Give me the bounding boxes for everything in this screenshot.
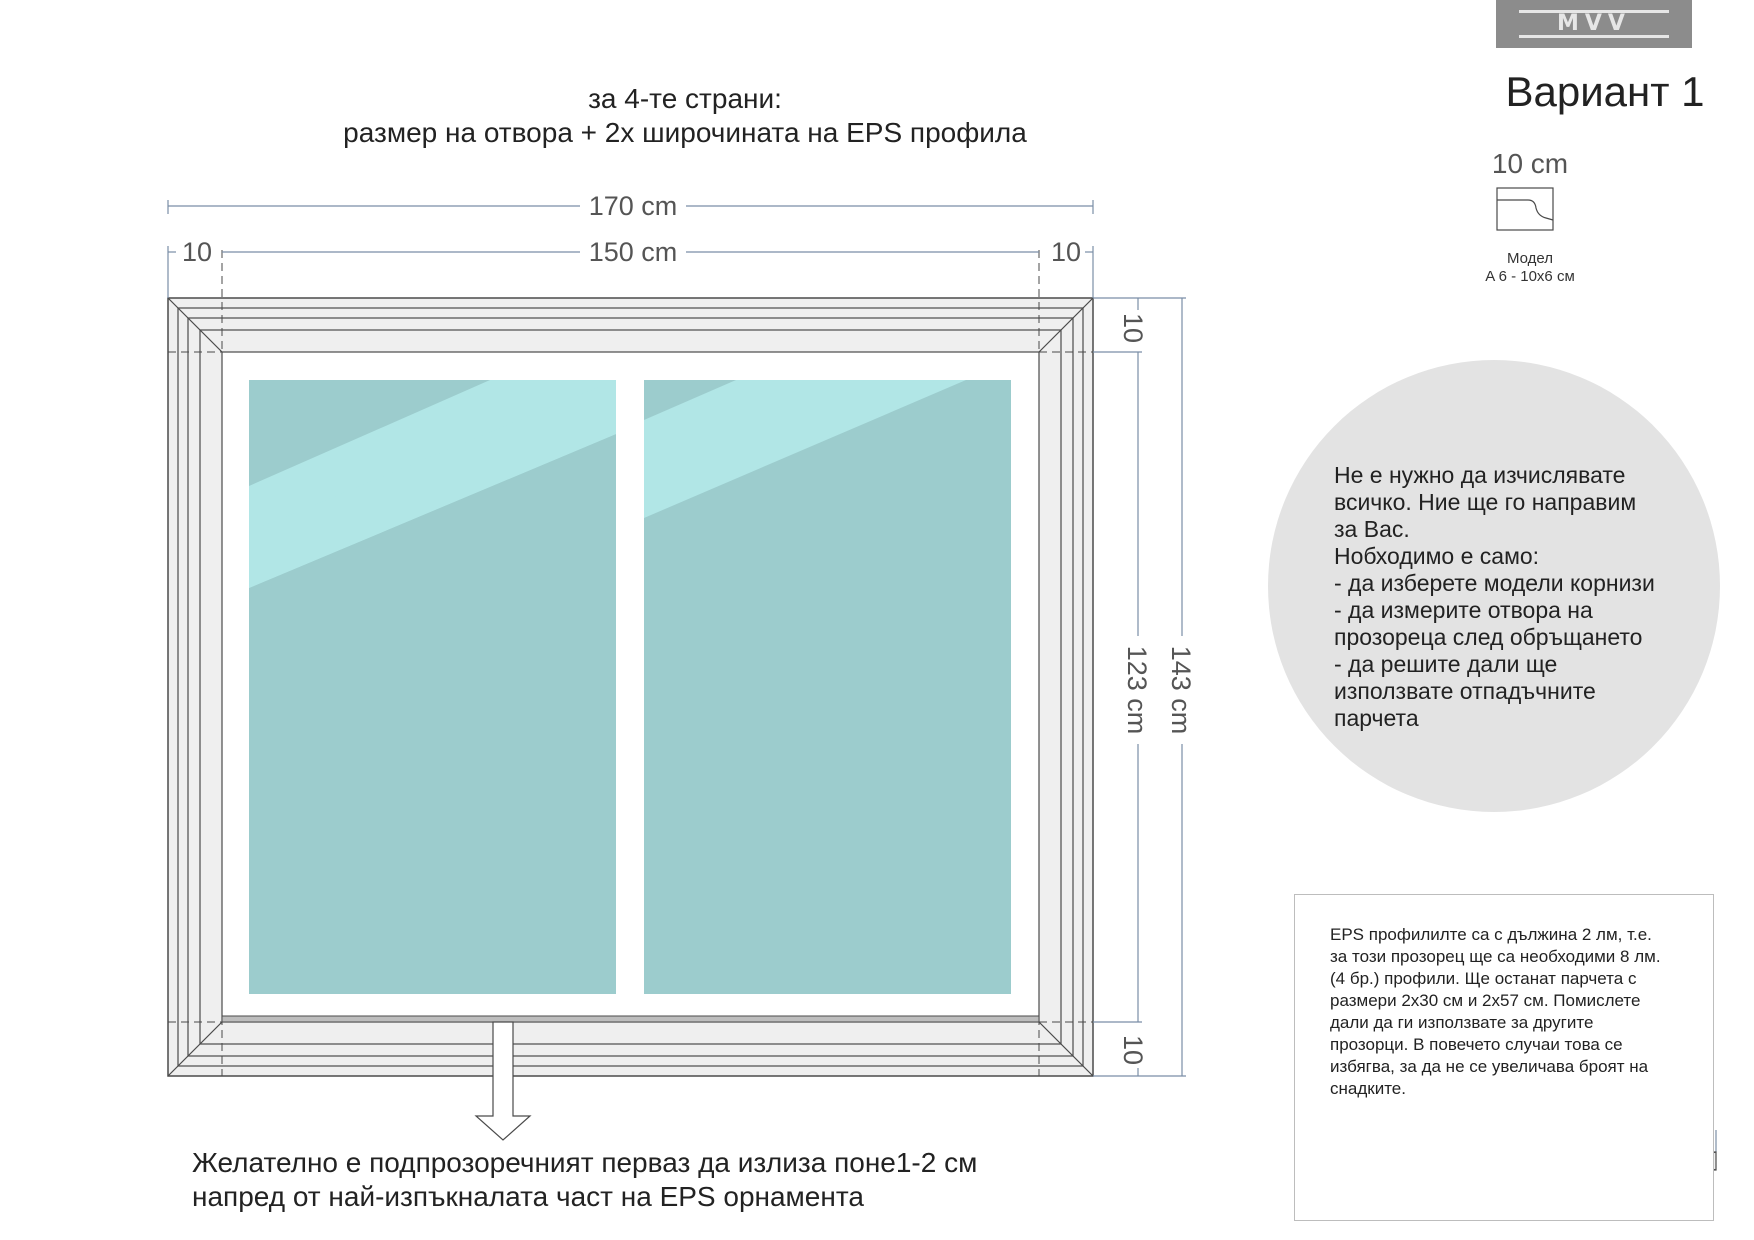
heading-line-2: размер на отвора + 2x широчината на EPS профила (343, 117, 1027, 148)
dim-label-opening-width: 150 cm (588, 237, 678, 267)
model-label (1440, 250, 1620, 286)
dim-label-right-frame: 10 (1050, 237, 1082, 267)
variant-title: Вариант 1 (1505, 68, 1705, 115)
dim-label-total-height: 143 cm (1166, 645, 1196, 735)
window-sill (222, 1016, 1039, 1022)
heading-line-1: за 4-те страни: (588, 83, 782, 114)
model-label-line-1: Модел (1506, 250, 1554, 267)
profile-width-label: 10 cm (1491, 148, 1569, 179)
logo-text: MVV (1519, 10, 1669, 38)
dim-label-top-frame: 10 (1118, 312, 1148, 344)
profile-section-icon (1497, 188, 1553, 230)
page-heading (160, 82, 1210, 150)
dim-label-total-width: 170 cm (588, 191, 678, 221)
bottom-note: Желателно е подпрозоречният перваз да излиза поне1-2 см напред от най-изпъкналата част на EPS орнамента (192, 1147, 978, 1212)
dim-label-bottom-frame: 10 (1118, 1034, 1148, 1066)
dim-label-left-frame: 10 (181, 237, 213, 267)
brand-logo (1496, 0, 1692, 48)
info-box-text: EPS профилилте са с дължина 2 лм, т.е. за този прозорец ще са необходими 8 лм. (4 бр.) профили. Ще останат парчета с размери 2x30 см и 2x57 см. Помислете дали да ги използвате за другите прозорци. В повечето случаи това се избягва, за да не се увеличава броят на снадките. (1330, 925, 1661, 1098)
model-label-line-2: A 6 - 10x6 см (1485, 268, 1575, 285)
circle-note-text: Не е нужно да изчислявате всичко. Ние ще го направим за Вас. Нобходимо е само: - да изберете модели корнизи - да измерите отвора на прозореца след обръщането - да решите дали ще използвате отпадъчните парчета (1334, 462, 1655, 731)
dim-label-opening-height: 123 cm (1122, 645, 1152, 735)
